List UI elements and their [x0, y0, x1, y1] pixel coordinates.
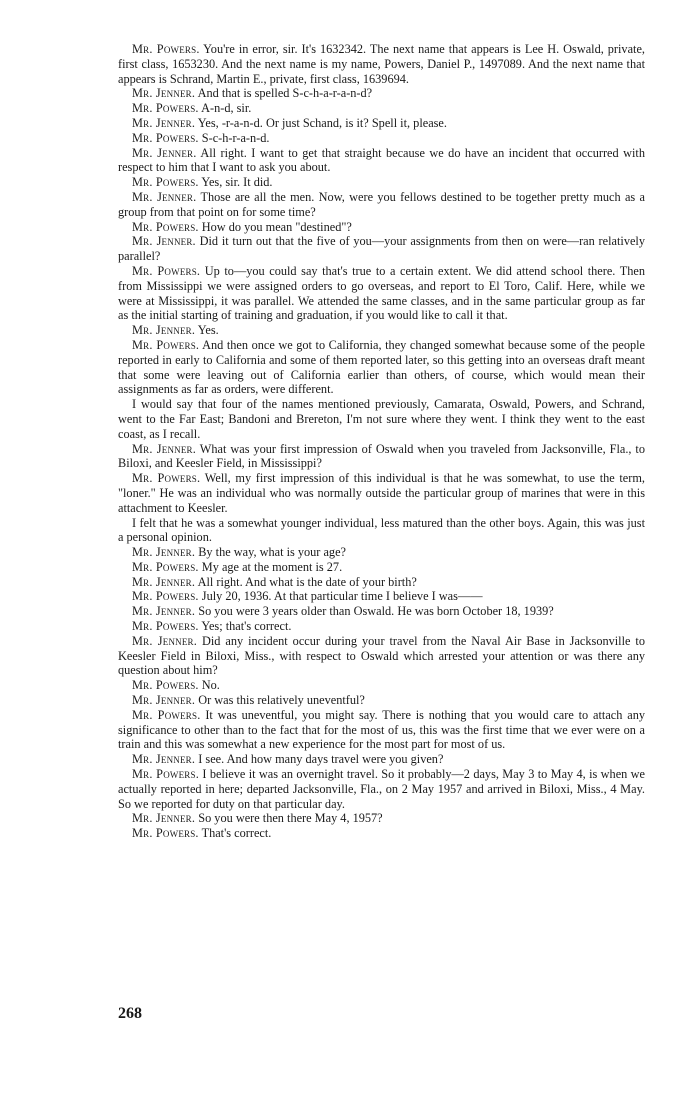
transcript-paragraph [118, 471, 645, 515]
transcript-paragraph [118, 693, 645, 708]
transcript-paragraph [118, 811, 645, 826]
speaker-label: Mr. Powers. [132, 219, 199, 234]
speaker-label: Mr. Powers. [132, 337, 200, 352]
paragraph-text: So you were 3 years older than Oswald. He was born October 18, 1939? [198, 604, 554, 619]
speaker-label: Mr. Powers. [132, 707, 201, 722]
speaker-label: Mr. Jenner. [132, 86, 196, 101]
paragraph-text: And then once we got to California, they changed somewhat because some of the people reported in early to California and some of them reported later, so this getting into an overseas draft meant that some were leaving out of California earlier than others, of course, which would mean their assignments as far as orders, were different. [118, 337, 646, 397]
speaker-label: Mr. Powers. [132, 619, 199, 634]
speaker-label: Mr. Powers. [132, 101, 199, 116]
speaker-label: Mr. Jenner. [132, 323, 196, 338]
speaker-label: Mr. Jenner. [132, 189, 197, 204]
transcript-paragraph [118, 86, 645, 101]
paragraph-text: July 20, 1936. At that particular time I believe I was—— [201, 589, 483, 604]
speaker-label: Mr. Jenner. [132, 693, 196, 708]
transcript-paragraph [118, 220, 645, 235]
paragraph-text: So you were then there May 4, 1957? [198, 811, 383, 826]
speaker-label: Mr. Jenner. [132, 811, 196, 826]
transcript-paragraph [118, 560, 645, 575]
paragraph-text: Yes; that's correct. [201, 619, 292, 634]
transcript-paragraph [118, 264, 645, 323]
paragraph-text: Up to—you could say that's true to a certain extent. We did attend school there. Then from Mississippi we were assigned orders to go overseas, and report to El Toro, Calif. Here, while we were at Mississippi, it was parallel. We attended the same classes, and in the same particular group as far as the initial starting of training and graduation, if you would like to call it that. [118, 263, 645, 323]
transcript-paragraph [118, 190, 645, 220]
transcript-paragraph [118, 116, 645, 131]
transcript-paragraph [118, 826, 645, 841]
transcript-paragraph [118, 131, 645, 146]
speaker-label: Mr. Jenner. [132, 574, 196, 589]
transcript-paragraph [118, 338, 645, 397]
speaker-label: Mr. Powers. [132, 42, 200, 56]
speaker-label: Mr. Jenner. [132, 752, 196, 767]
paragraph-text: All right. I want to get that straight because we do have an incident that occurred with respect to him that I want to ask you about. [118, 145, 645, 175]
paragraph-text: Yes. [197, 323, 219, 338]
transcript-paragraph [118, 678, 645, 693]
paragraph-text: How do you mean "destined"? [201, 219, 352, 234]
page-number: 268 [118, 1005, 142, 1022]
speaker-label: Mr. Powers. [132, 678, 199, 693]
paragraph-text: Did it turn out that the five of you—your assignments from then on were—ran relatively parallel? [118, 234, 645, 264]
transcript-paragraph [118, 516, 645, 546]
paragraph-text: Yes, -r-a-n-d. Or just Schand, is it? Spell it, please. [197, 115, 447, 130]
paragraph-text: Or was this relatively uneventful? [198, 693, 365, 708]
speaker-label: Mr. Jenner. [132, 633, 198, 648]
speaker-label: Mr. Jenner. [132, 115, 196, 130]
paragraph-text: Well, my first impression of this individual is that he was somewhat, to use the term, "loner." He was an individual who was normally outside the particular group of marines that were in this attachment to Keesler. [118, 471, 646, 515]
paragraph-text: Those are all the men. Now, were you fellows destined to be together pretty much as a group from that point on for some time? [118, 189, 645, 219]
transcript-paragraph [118, 604, 645, 619]
transcript-paragraph [118, 575, 645, 590]
speaker-label: Mr. Jenner. [132, 441, 197, 456]
speaker-label: Mr. Powers. [132, 471, 201, 486]
speaker-label: Mr. Jenner. [132, 604, 196, 619]
paragraph-text: What was your first impression of Oswald when you traveled from Jacksonville, Fla., to Biloxi, and Keesler Field, in Mississippi? [118, 441, 645, 471]
speaker-label: Mr. Powers. [132, 130, 199, 145]
paragraph-text: I would say that four of the names mentioned previously, Camarata, Oswald, Powers, and Schrand, went to the Far East; Bandoni and Brereton, I'm not sure where they went. I think they went to the east coast, as I recall. [118, 397, 645, 441]
transcript-paragraph [118, 442, 645, 472]
speaker-label: Mr. Jenner. [132, 545, 196, 560]
transcript-paragraph [118, 634, 645, 678]
speaker-label: Mr. Powers. [132, 263, 201, 278]
paragraph-text: It was uneventful, you might say. There is nothing that you would care to attach any significance to other than to the fact that for the most of us, this was the first time that we ever were on a train and this was somewhat a new experience for the most part for most of us. [118, 707, 645, 752]
speaker-label: Mr. Powers. [132, 175, 199, 190]
transcript-paragraph [118, 234, 645, 264]
paragraph-text: That's correct. [201, 826, 272, 841]
speaker-label: Mr. Powers. [132, 767, 199, 782]
paragraph-text: A-n-d, sir. [201, 101, 252, 116]
speaker-label: Mr. Jenner. [132, 145, 197, 160]
transcript-paragraph [118, 42, 645, 86]
transcript-paragraph [118, 101, 645, 116]
paragraph-text: S-c-h-r-a-n-d. [201, 130, 270, 145]
speaker-label: Mr. Powers. [132, 589, 199, 604]
transcript-paragraph [118, 752, 645, 767]
transcript-paragraph [118, 175, 645, 190]
paragraph-text: No. [201, 678, 220, 693]
speaker-label: Mr. Jenner. [132, 234, 196, 249]
transcript-paragraph [118, 545, 645, 560]
paragraph-text: Yes, sir. It did. [201, 175, 273, 190]
transcript-paragraph [118, 589, 645, 604]
paragraph-text: Did any incident occur during your travel from the Naval Air Base in Jacksonville to Keesler Field in Biloxi, Miss., with respect to Oswald which arrested your attention or was there any question about him? [118, 633, 645, 678]
transcript-paragraph [118, 397, 645, 441]
paragraph-text: By the way, what is your age? [198, 545, 346, 560]
paragraph-text: My age at the moment is 27. [201, 559, 343, 574]
paragraph-text: I believe it was an overnight travel. So it probably—2 days, May 3 to May 4, is when we actually reported in here; departed Jacksonville, Fla., on 2 May 1957 and arrived in Biloxi, Miss., 4 May. So we reported for duty on that particular day. [118, 767, 646, 811]
speaker-label: Mr. Powers. [132, 559, 199, 574]
transcript-paragraph [118, 767, 645, 811]
transcript-paragraph [118, 323, 645, 338]
transcript-body [118, 42, 645, 841]
speaker-label: Mr. Powers. [132, 826, 199, 841]
transcript-paragraph [118, 146, 645, 176]
paragraph-text: I see. And how many days travel were you given? [198, 752, 444, 767]
transcript-paragraph [118, 619, 645, 634]
paragraph-text: All right. And what is the date of your birth? [197, 574, 417, 589]
paragraph-text: And that is spelled S-c-h-a-r-a-n-d? [197, 86, 373, 101]
paragraph-text: You're in error, sir. It's 1632342. The next name that appears is Lee H. Oswald, private, first class, 1653230. And the next name is my name, Powers, Daniel P., 1497089. And the next name that appears is Schrand, Martin E., private, first class, 1639694. [118, 42, 645, 86]
paragraph-text: I felt that he was a somewhat younger individual, less matured than the other boys. Again, this was just a personal opinion. [118, 515, 645, 545]
transcript-paragraph [118, 708, 645, 752]
